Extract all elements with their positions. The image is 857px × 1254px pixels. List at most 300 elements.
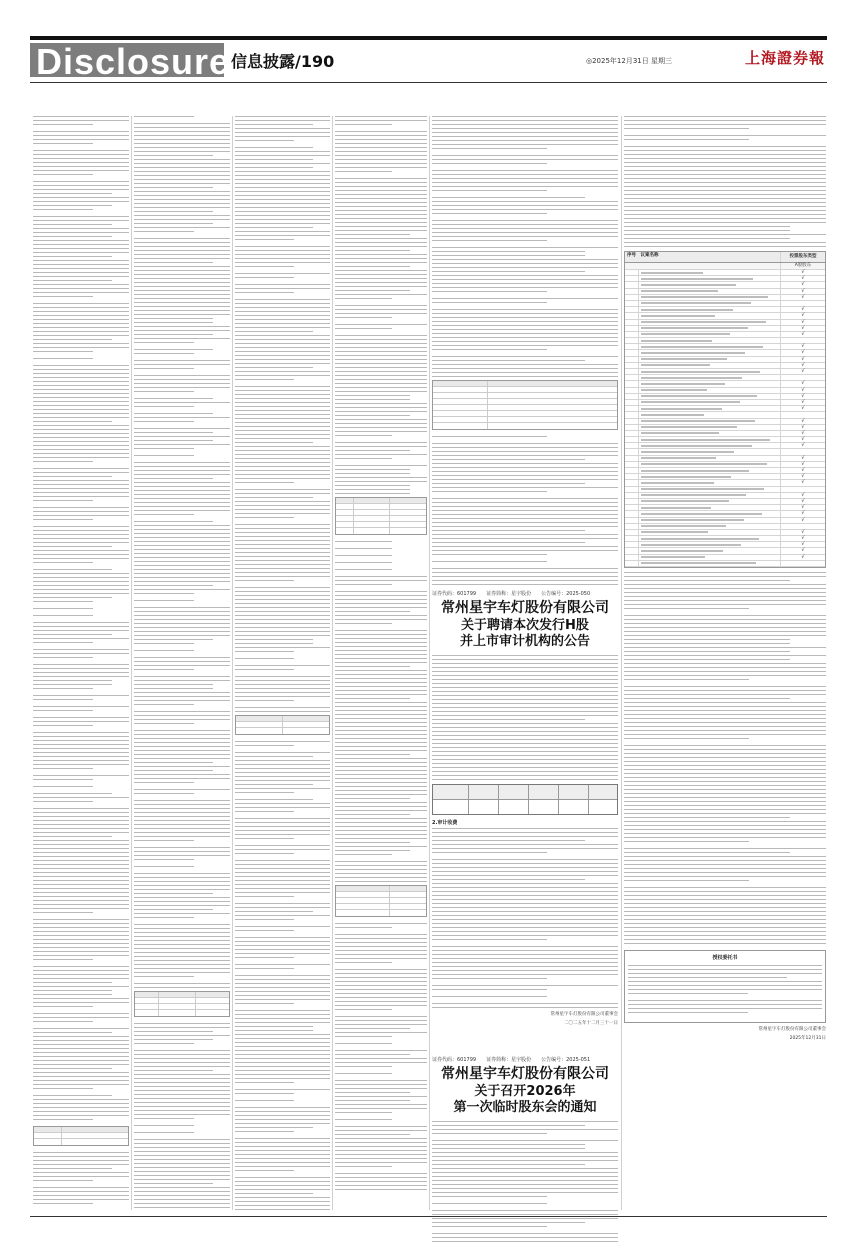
text-line	[624, 939, 826, 940]
text-line	[235, 1197, 330, 1198]
text-line	[624, 596, 826, 597]
text-line	[624, 702, 826, 703]
text-line	[235, 246, 330, 247]
text-line	[235, 367, 313, 368]
text-line	[235, 651, 294, 652]
text-line	[134, 310, 230, 311]
text-line	[33, 896, 129, 897]
text-line	[335, 1173, 427, 1174]
text-line	[33, 597, 112, 598]
text-line	[624, 829, 826, 830]
text-line	[33, 1095, 112, 1096]
text-line	[432, 996, 547, 997]
text-line	[235, 493, 330, 494]
text-line	[33, 931, 129, 932]
text-line	[33, 752, 129, 753]
text-line	[235, 223, 330, 224]
text-line	[33, 912, 93, 913]
text-line	[235, 379, 294, 380]
text-line	[624, 222, 826, 223]
text-line	[134, 1207, 230, 1208]
text-line	[628, 993, 748, 994]
text-line	[134, 199, 230, 200]
text-line	[33, 181, 129, 182]
text-line	[134, 306, 230, 307]
text-line	[235, 235, 330, 236]
text-line	[432, 1172, 618, 1173]
text-line	[432, 1226, 547, 1227]
text-line	[628, 1012, 748, 1013]
text-line	[432, 903, 618, 904]
announcement-body	[432, 655, 618, 780]
text-line	[335, 746, 427, 747]
text-line	[33, 248, 129, 249]
text-line	[235, 199, 330, 200]
text-line	[235, 896, 294, 897]
text-line	[335, 654, 427, 655]
text-line	[335, 294, 427, 295]
text-line	[235, 1181, 330, 1182]
column-divider	[131, 116, 132, 1210]
text-line	[432, 467, 618, 468]
text-line	[33, 664, 129, 665]
text-line	[335, 638, 427, 639]
text-line	[624, 714, 826, 715]
text-line	[335, 359, 427, 360]
text-line	[432, 978, 547, 979]
text-line	[628, 1000, 822, 1001]
text-line	[624, 837, 826, 838]
text-line	[235, 262, 330, 263]
text-line	[33, 240, 129, 241]
text-line	[235, 756, 313, 757]
text-line	[432, 313, 618, 314]
text-line	[33, 124, 93, 125]
text-line	[235, 1177, 330, 1178]
text-line	[624, 765, 826, 766]
text-line	[335, 1009, 392, 1010]
text-line	[33, 725, 93, 726]
text-line	[432, 341, 618, 342]
text-line	[33, 526, 129, 527]
text-line	[134, 494, 230, 495]
text-line	[134, 364, 230, 365]
text-line	[624, 805, 826, 806]
text-line	[235, 307, 330, 308]
page-number: /190	[295, 52, 335, 71]
text-line	[335, 147, 427, 148]
text-line	[432, 715, 618, 716]
text-line	[335, 230, 427, 231]
text-line	[235, 1082, 294, 1083]
text-line	[134, 1147, 230, 1148]
text-line	[33, 919, 129, 920]
text-line	[335, 985, 427, 986]
text-line	[335, 143, 427, 144]
text-line	[432, 743, 618, 744]
text-line	[624, 120, 826, 121]
text-line	[432, 755, 618, 756]
text-line	[33, 189, 129, 190]
text-line	[235, 1022, 330, 1023]
text-line	[335, 591, 427, 592]
text-line	[624, 887, 826, 888]
text-line	[335, 742, 427, 743]
text-line	[134, 406, 194, 407]
text-line	[235, 151, 330, 152]
text-line	[134, 455, 194, 456]
text-line	[624, 631, 826, 632]
text-line	[432, 1196, 547, 1197]
text-line	[134, 413, 213, 414]
text-line	[235, 915, 330, 916]
text-line	[235, 179, 330, 180]
text-line	[624, 738, 749, 739]
text-line	[432, 120, 618, 121]
signature: 常州星宇车灯股份有限公司董事会	[550, 1012, 618, 1017]
text-line	[134, 553, 230, 554]
text-line	[235, 128, 330, 129]
text-line	[624, 671, 826, 672]
text-line	[335, 682, 427, 683]
text-line	[134, 428, 230, 429]
text-line	[624, 777, 826, 778]
text-line	[432, 958, 618, 959]
text-line	[335, 1100, 410, 1101]
text-line	[335, 877, 427, 878]
text-line	[33, 986, 129, 987]
text-line	[134, 1070, 213, 1071]
text-line	[432, 1152, 618, 1153]
text-line	[134, 569, 230, 570]
text-line	[335, 611, 410, 612]
text-line	[335, 454, 427, 455]
text-line	[33, 401, 129, 402]
text-line	[134, 577, 230, 578]
text-line	[33, 721, 129, 722]
text-line	[134, 506, 230, 507]
text-line	[33, 351, 93, 352]
text-line	[134, 581, 230, 582]
text-line	[432, 197, 585, 198]
text-line	[235, 120, 330, 121]
text-line	[134, 375, 230, 376]
text-line	[134, 684, 213, 685]
text-line	[432, 128, 618, 129]
text-line	[33, 365, 129, 366]
text-line	[134, 778, 230, 779]
text-line	[624, 116, 826, 117]
table-row: √	[625, 394, 825, 400]
text-line	[235, 402, 330, 403]
text-line	[335, 278, 427, 279]
text-line	[432, 655, 618, 656]
text-line	[235, 799, 313, 800]
text-line	[134, 619, 230, 620]
text-line	[235, 277, 294, 278]
text-line	[33, 668, 129, 669]
text-line	[624, 749, 826, 750]
text-line	[432, 1233, 618, 1234]
text-line	[335, 182, 427, 183]
text-line	[235, 772, 330, 773]
text-line	[33, 381, 129, 382]
text-line	[432, 1133, 547, 1134]
text-line	[235, 203, 330, 204]
text-line	[134, 913, 230, 914]
text-line	[335, 619, 427, 620]
text-line	[432, 443, 618, 444]
announcement-code-line: 证券代码：601799 证券简称：星宇股份 公告编号：2025-051	[432, 1057, 591, 1063]
text-line	[235, 410, 330, 411]
text-line	[235, 470, 330, 471]
text-line	[134, 924, 230, 925]
text-line	[134, 855, 230, 856]
text-line	[628, 981, 822, 982]
text-line	[335, 1005, 427, 1006]
text-line	[134, 1139, 230, 1140]
text-line	[624, 139, 749, 140]
text-line	[335, 387, 427, 388]
proposal-table	[624, 251, 826, 568]
text-line	[335, 210, 427, 211]
text-line	[628, 1004, 822, 1005]
text-line	[235, 669, 294, 670]
text-line	[235, 548, 330, 549]
text-line	[335, 842, 410, 843]
text-line	[432, 451, 618, 452]
text-line	[134, 866, 194, 867]
text-line	[235, 903, 330, 904]
small-table	[335, 497, 427, 535]
text-line	[134, 1074, 230, 1075]
text-line	[432, 1222, 585, 1223]
text-line	[33, 740, 129, 741]
text-line	[432, 546, 618, 547]
text-line	[235, 544, 330, 545]
text-line	[335, 818, 427, 819]
text-line	[235, 576, 330, 577]
text-line	[235, 219, 330, 220]
text-line	[432, 1180, 618, 1181]
text-line	[432, 887, 618, 888]
small-table	[134, 991, 230, 1017]
text-line	[235, 323, 330, 324]
text-line	[432, 899, 618, 900]
text-line	[134, 1151, 230, 1152]
text-line	[134, 379, 230, 380]
text-line	[335, 222, 427, 223]
text-line	[335, 1104, 427, 1105]
text-line	[235, 860, 330, 861]
text-line	[33, 264, 129, 265]
text-line	[235, 273, 330, 274]
text-line	[134, 1187, 230, 1188]
text-line	[335, 726, 427, 727]
text-line	[335, 465, 427, 466]
text-line	[235, 147, 313, 148]
text-line	[335, 1036, 392, 1037]
text-line	[134, 905, 230, 906]
text-line	[432, 271, 585, 272]
text-line	[432, 483, 585, 484]
text-line	[235, 299, 330, 300]
text-line	[235, 227, 313, 228]
text-line	[134, 952, 230, 953]
text-line	[235, 964, 330, 965]
text-line	[235, 406, 330, 407]
text-line	[235, 941, 330, 942]
text-line	[235, 390, 330, 391]
text-line	[235, 572, 330, 573]
text-line	[432, 675, 618, 676]
text-line	[134, 1039, 213, 1040]
text-line	[432, 695, 618, 696]
text-line	[432, 561, 547, 562]
text-line	[134, 314, 230, 315]
text-line	[33, 820, 129, 821]
text-line	[33, 856, 129, 857]
text-line	[624, 226, 790, 227]
text-line	[235, 1003, 294, 1004]
text-line	[235, 680, 330, 681]
text-line	[134, 474, 230, 475]
text-line	[432, 178, 618, 179]
text-line	[33, 951, 129, 952]
table-row: √	[625, 363, 825, 369]
text-line	[33, 764, 129, 765]
text-line	[235, 907, 330, 908]
text-line	[432, 491, 547, 492]
text-line	[134, 611, 230, 612]
text-line	[33, 476, 112, 477]
text-line	[335, 485, 410, 486]
text-line	[134, 928, 230, 929]
text-line	[134, 1159, 230, 1160]
text-line	[235, 580, 294, 581]
bottom-rule	[30, 1216, 827, 1217]
text-line	[624, 891, 826, 892]
text-line	[335, 1158, 427, 1159]
text-line	[235, 665, 330, 666]
text-line	[624, 154, 826, 155]
text-line	[33, 649, 129, 650]
text-line	[335, 686, 427, 687]
text-line	[33, 389, 129, 390]
text-line	[33, 413, 129, 414]
text-line	[432, 1125, 585, 1126]
text-line	[624, 210, 826, 211]
text-line	[134, 1203, 230, 1204]
table-row: √	[625, 548, 825, 554]
text-line	[33, 538, 129, 539]
text-line	[134, 696, 230, 697]
text-line	[235, 478, 330, 479]
text-line	[33, 216, 129, 217]
text-line	[335, 328, 392, 329]
text-line	[235, 517, 294, 518]
text-line	[134, 1023, 230, 1024]
text-line	[134, 793, 194, 794]
text-line	[432, 907, 618, 908]
text-line	[432, 144, 618, 145]
text-line	[134, 897, 230, 898]
text-line	[335, 383, 427, 384]
text-line	[624, 198, 826, 199]
text-line	[335, 790, 427, 791]
text-line	[432, 534, 618, 535]
text-line	[134, 326, 230, 327]
text-line	[235, 707, 330, 708]
text-line	[624, 856, 826, 857]
text-line	[235, 231, 330, 232]
text-line	[624, 935, 826, 936]
text-line	[624, 793, 826, 794]
text-line	[624, 876, 826, 877]
text-line	[335, 938, 427, 939]
text-line	[624, 895, 826, 896]
text-line	[33, 154, 129, 155]
text-line	[335, 1119, 392, 1120]
text-line	[624, 757, 826, 758]
text-line	[134, 549, 230, 550]
table-header-left: 序号 议案名称	[625, 252, 781, 262]
text-line	[33, 760, 129, 761]
table-row: √	[625, 511, 825, 517]
text-line	[624, 698, 790, 699]
text-line	[432, 1237, 618, 1238]
text-line	[624, 907, 826, 908]
text-line	[33, 228, 129, 229]
text-line	[432, 703, 618, 704]
text-line	[134, 258, 230, 259]
text-line	[335, 927, 392, 928]
text-line	[134, 342, 194, 343]
text-line	[235, 607, 330, 608]
text-line	[134, 533, 230, 534]
text-line	[235, 639, 313, 640]
text-line	[134, 881, 230, 882]
text-line	[335, 469, 410, 470]
text-line	[134, 804, 230, 805]
text-line	[134, 734, 230, 735]
text-line	[335, 202, 427, 203]
text-line	[432, 1007, 618, 1008]
text-line	[335, 1084, 427, 1085]
text-line	[134, 665, 230, 666]
text-line	[235, 880, 330, 881]
text-line	[624, 722, 826, 723]
text-line	[235, 171, 330, 172]
text-line	[235, 1154, 330, 1155]
announcement-code-line: 证券代码：601799 证券简称：星宇股份 公告编号：2025-050	[432, 591, 591, 597]
text-line	[432, 840, 585, 841]
text-line	[335, 1108, 427, 1109]
text-line	[335, 1134, 410, 1135]
text-line	[432, 163, 547, 164]
text-line	[33, 1168, 112, 1169]
text-line	[33, 676, 129, 677]
text-line	[335, 642, 427, 643]
text-line	[628, 989, 822, 990]
text-line	[134, 521, 213, 522]
text-line	[624, 801, 826, 802]
text-line	[432, 580, 618, 581]
text-line	[134, 1163, 230, 1164]
text-line	[134, 840, 194, 841]
text-line	[432, 298, 618, 299]
text-line	[235, 591, 330, 592]
